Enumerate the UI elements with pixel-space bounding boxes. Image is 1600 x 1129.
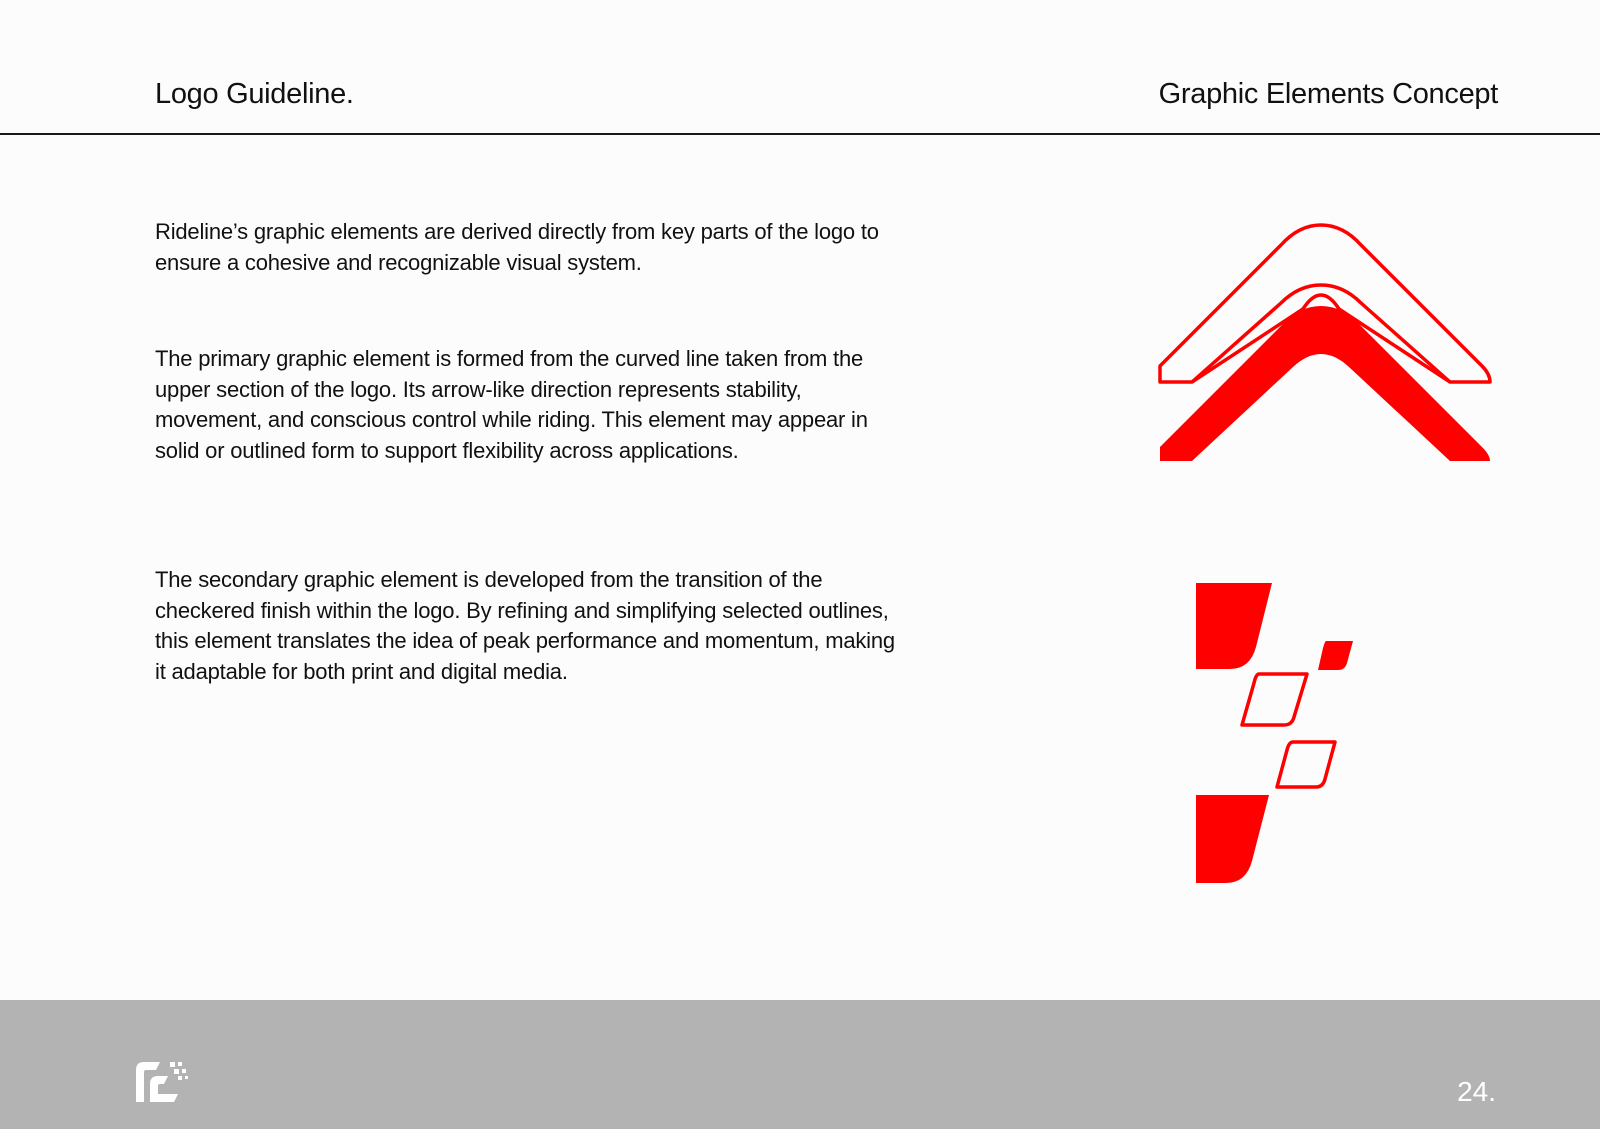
page-number: 24. <box>1457 1076 1496 1107</box>
solid-chevron-icon <box>1160 306 1490 461</box>
chevron-graphic-icon <box>1150 215 1500 465</box>
checker-small-solid-icon <box>1318 641 1353 670</box>
intro-paragraph: Rideline’s graphic elements are derived directly from key parts of the logo to ensure a cohesive and recognizable visual system. <box>155 219 879 275</box>
checker-outline-2-icon <box>1277 742 1335 787</box>
checker-top-block-icon <box>1196 583 1272 669</box>
header-divider <box>0 133 1600 135</box>
secondary-element-paragraph: The secondary graphic element is developed from the transition of the checkered finish within the logo. By refining and simplifying selected outlines, this element translates the idea of peak performance and momentum, making it adaptable for both print and digital media. <box>155 567 895 684</box>
header-title-right: Graphic Elements Concept <box>1158 78 1498 110</box>
checkered-graphic-icon <box>1180 575 1360 895</box>
rideline-logo-icon <box>134 1058 190 1104</box>
checker-bottom-block-icon <box>1196 795 1269 883</box>
checker-outline-1-icon <box>1242 674 1307 725</box>
footer-bar <box>0 1000 1600 1129</box>
primary-element-paragraph: The primary graphic element is formed from the curved line taken from the upper section of the logo. Its arrow-like direction represents stability, movement, and conscious control while riding. This element may appear in solid or outlined form to support flexibility across applications. <box>155 346 868 463</box>
header-title-left: Logo Guideline. <box>155 78 354 110</box>
outlined-chevron-icon <box>1160 225 1490 382</box>
